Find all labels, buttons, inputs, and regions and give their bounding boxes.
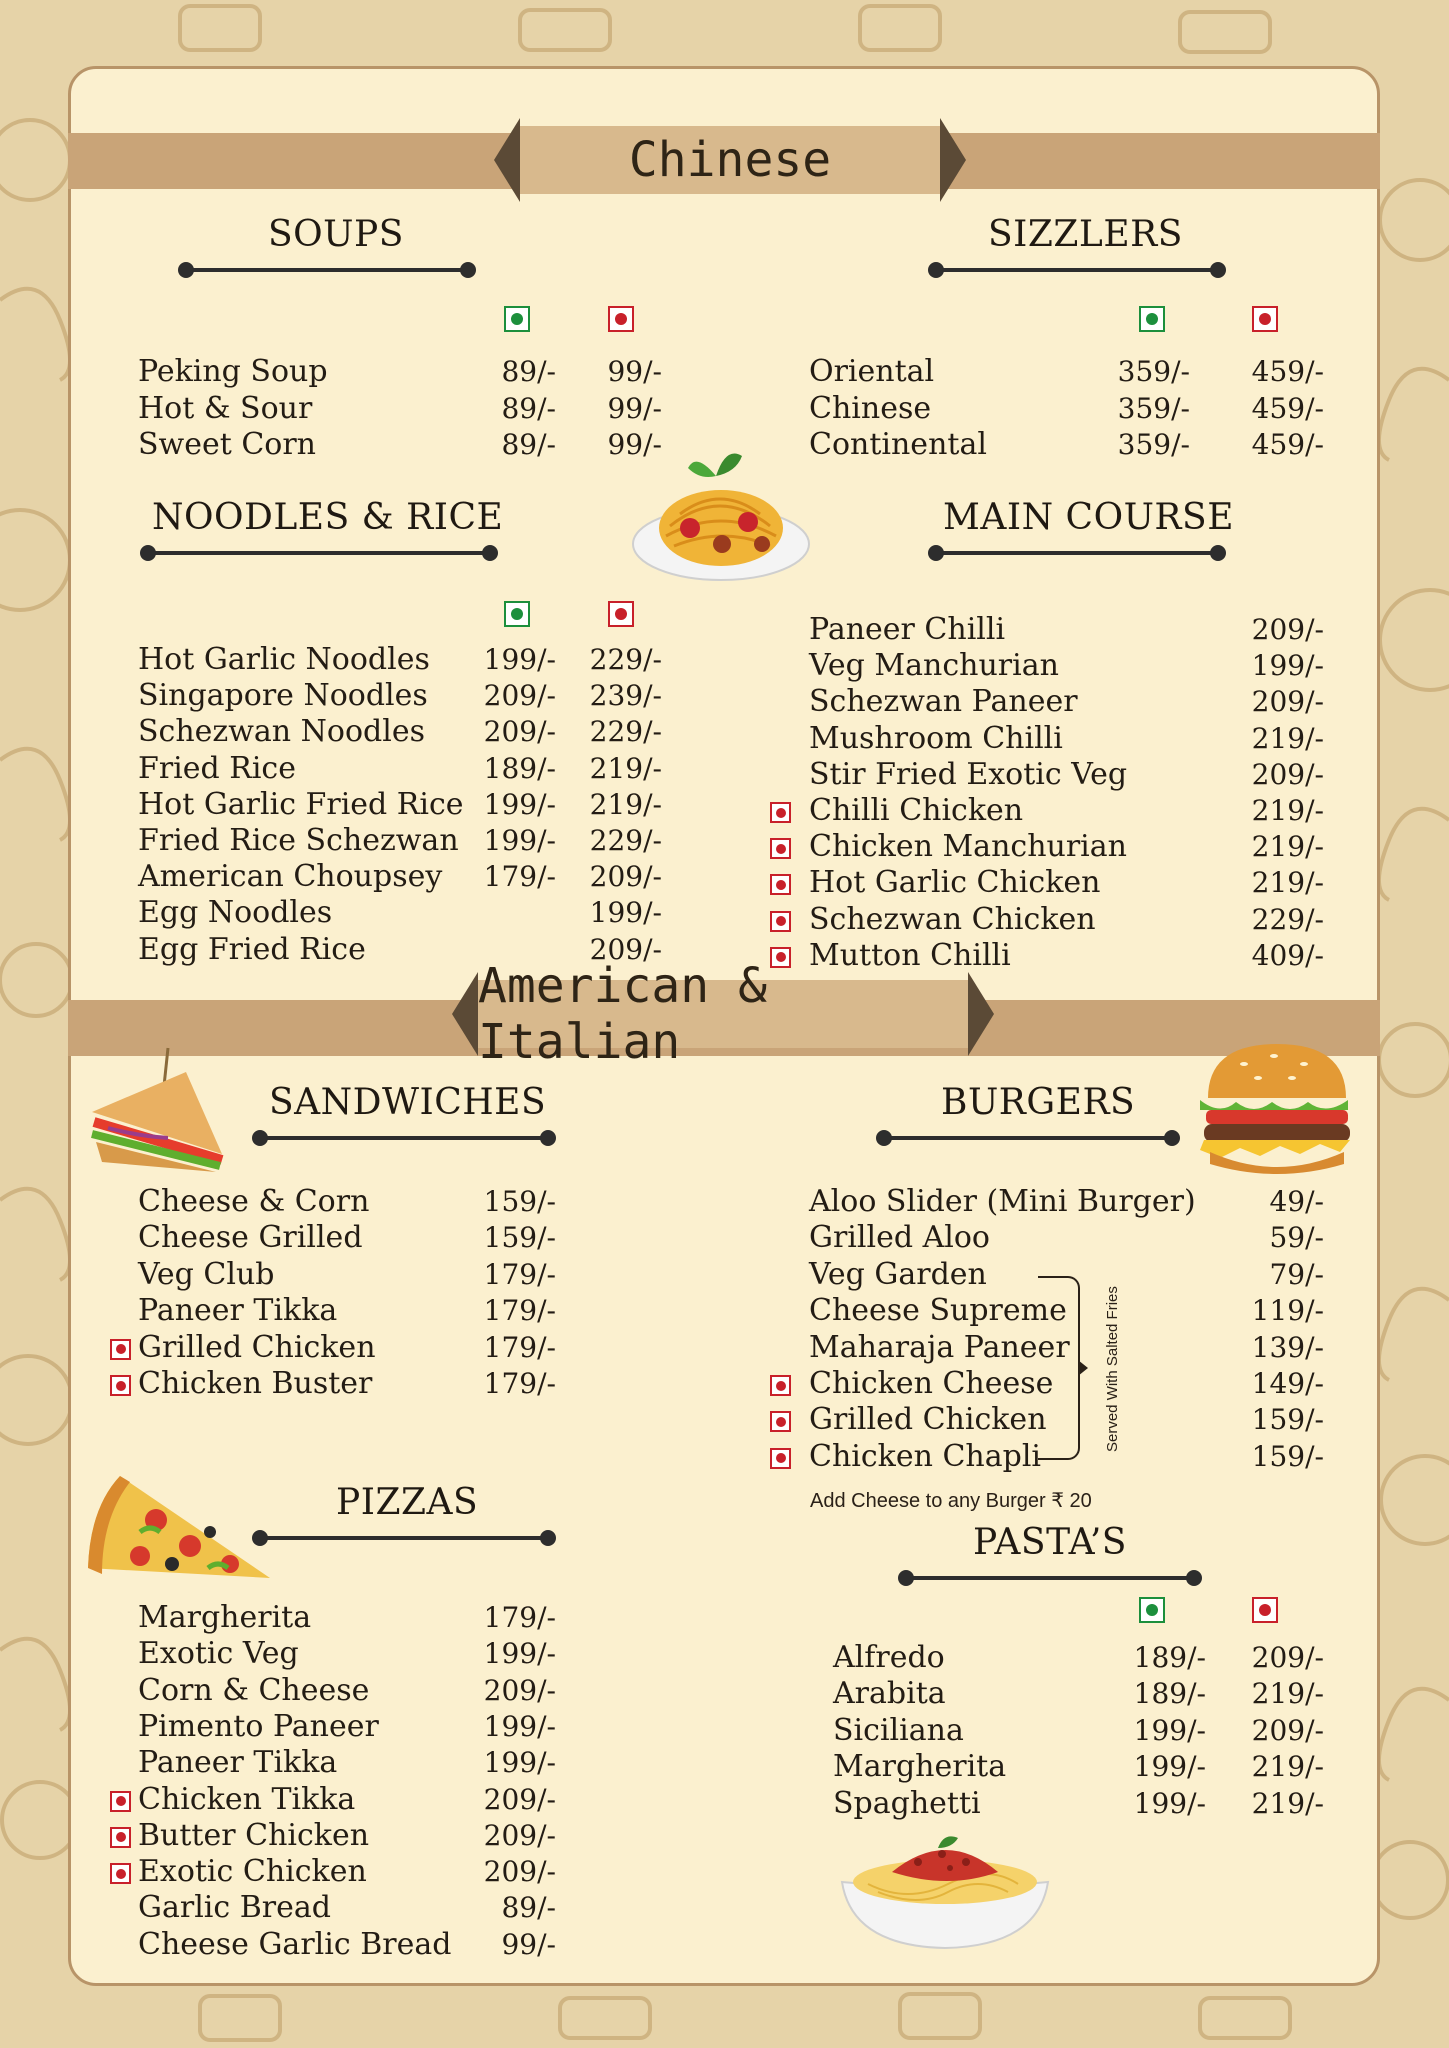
menu-item-name: Veg Garden: [809, 1256, 987, 1292]
veg-price: 209/-: [483, 715, 556, 749]
nonveg-mark-icon: [608, 601, 634, 627]
nonveg-mark-icon: [1252, 306, 1278, 332]
nonveg-price: 209/-: [1251, 1713, 1324, 1747]
menu-item-price: 209/-: [483, 1673, 556, 1707]
menu-item-price: 89/-: [501, 1891, 556, 1925]
nonveg-mark-icon: [770, 802, 791, 823]
spaghetti-plate-icon: [630, 436, 812, 586]
burger-icon: [1194, 1040, 1360, 1178]
menu-item-name: Chicken Cheese: [809, 1366, 1054, 1401]
burgers-title: BURGERS: [941, 1082, 1136, 1123]
nonveg-price: 459/-: [1251, 355, 1324, 388]
nonveg-mark-icon: [110, 1375, 131, 1396]
menu-item-price: 59/-: [1269, 1221, 1324, 1255]
menu-item-price: 219/-: [1251, 721, 1324, 755]
nonveg-price: 199/-: [589, 896, 662, 930]
menu-item-name: Oriental: [809, 354, 935, 389]
veg-price: 199/-: [483, 787, 556, 821]
veg-mark-icon: [1139, 306, 1165, 332]
veg-price: 209/-: [483, 679, 556, 713]
veg-price: 179/-: [483, 860, 556, 894]
menu-item-name: Veg Manchurian: [809, 648, 1059, 684]
menu-item-price: 139/-: [1251, 1330, 1324, 1364]
menu-item-name: Grilled Aloo: [809, 1220, 990, 1256]
nonveg-price: 239/-: [589, 679, 662, 713]
menu-item-name: Paneer Chilli: [809, 612, 1006, 647]
menu-item-name: Stir Fried Exotic Veg: [809, 756, 1128, 792]
pizza-slice-icon: [80, 1468, 276, 1586]
menu-item-price: 199/-: [483, 1746, 556, 1780]
nonveg-price: 219/-: [1251, 1750, 1324, 1784]
menu-item-price: 179/-: [483, 1601, 556, 1634]
noodles-rice-title: NOODLES & RICE: [152, 497, 504, 538]
nonveg-price: 229/-: [589, 643, 662, 676]
menu-item-name: Cheese Grilled: [138, 1220, 363, 1256]
menu-item-name: Egg Noodles: [138, 895, 333, 931]
nonveg-mark-icon: [110, 1827, 131, 1848]
menu-item-name: Schezwan Paneer: [809, 684, 1078, 720]
soups-underline: [182, 268, 472, 272]
menu-item-name: Hot & Sour: [138, 390, 313, 426]
menu-item-name: Mutton Chilli: [809, 937, 1011, 973]
menu-item-price: 199/-: [483, 1709, 556, 1743]
main-course-title: MAIN COURSE: [943, 497, 1234, 538]
burgers-underline: [880, 1136, 1176, 1140]
menu-item-name: Pimento Paneer: [138, 1708, 379, 1744]
menu-item-name: Paneer Tikka: [138, 1293, 338, 1329]
veg-price: 199/-: [483, 643, 556, 676]
cheese-note: Add Cheese to any Burger ₹ 20: [810, 1490, 1092, 1512]
menu-item-name: Egg Fried Rice: [138, 931, 366, 967]
soups-title: SOUPS: [268, 214, 404, 255]
noodles-rice-underline: [144, 551, 494, 555]
menu-item-price: 159/-: [483, 1221, 556, 1255]
menu-item-price: 209/-: [1251, 613, 1324, 646]
menu-item-name: Schezwan Chicken: [809, 901, 1096, 937]
nonveg-price: 99/-: [607, 355, 662, 388]
menu-item-name: Chilli Chicken: [809, 793, 1024, 828]
menu-item-price: 229/-: [1251, 902, 1324, 936]
menu-item-name: Alfredo: [833, 1640, 945, 1675]
nonveg-mark-icon: [770, 1448, 791, 1469]
nonveg-price: 99/-: [607, 391, 662, 425]
veg-price: 89/-: [501, 355, 556, 388]
menu-item-price: 409/-: [1251, 938, 1324, 972]
menu-item-name: Garlic Bread: [138, 1890, 331, 1926]
sandwiches-underline: [256, 1136, 552, 1140]
nonveg-mark-icon: [110, 1339, 131, 1360]
nonveg-mark-icon: [770, 1411, 791, 1432]
chinese-section-title: Chinese: [520, 126, 940, 194]
pasta-bowl-icon: [838, 1832, 1052, 1950]
menu-item-price: 209/-: [1251, 685, 1324, 719]
fries-note: Served With Salted Fries: [1104, 1286, 1121, 1452]
pizzas-title: PIZZAS: [336, 1482, 479, 1523]
menu-item-price: 149/-: [1251, 1367, 1324, 1400]
menu-item-name: Paneer Tikka: [138, 1745, 338, 1781]
nonveg-price: 459/-: [1251, 391, 1324, 425]
menu-item-name: Cheese Supreme: [809, 1293, 1067, 1329]
nonveg-mark-icon: [770, 838, 791, 859]
veg-mark-icon: [504, 306, 530, 332]
nonveg-mark-icon: [770, 911, 791, 932]
menu-item-price: 99/-: [501, 1927, 556, 1961]
menu-item-name: Butter Chicken: [138, 1817, 370, 1853]
menu-item-name: Peking Soup: [138, 354, 328, 389]
menu-item-name: Exotic Veg: [138, 1636, 299, 1672]
menu-item-name: Siciliana: [833, 1712, 964, 1748]
menu-item-price: 179/-: [483, 1294, 556, 1328]
menu-item-name: Veg Club: [138, 1256, 275, 1292]
veg-mark-icon: [1139, 1597, 1165, 1623]
pastas-title: PASTA’S: [973, 1522, 1127, 1563]
menu-item-name: Spaghetti: [833, 1785, 981, 1821]
nonveg-price: 219/-: [589, 787, 662, 821]
veg-price: 189/-: [1133, 1677, 1206, 1711]
sandwich-icon: [82, 1042, 232, 1176]
menu-item-price: 159/-: [483, 1185, 556, 1218]
menu-item-name: Fried Rice Schezwan: [138, 823, 459, 858]
menu-item-price: 199/-: [1251, 649, 1324, 683]
sandwiches-title: SANDWICHES: [269, 1082, 547, 1123]
nonveg-price: 209/-: [589, 932, 662, 966]
nonveg-price: 209/-: [589, 860, 662, 894]
nonveg-price: 209/-: [1251, 1641, 1324, 1674]
menu-item-name: Maharaja Paneer: [809, 1329, 1070, 1365]
menu-item-name: Chicken Tikka: [138, 1781, 356, 1817]
menu-item-price: 209/-: [483, 1782, 556, 1816]
menu-item-price: 159/-: [1251, 1403, 1324, 1437]
nonveg-price: 459/-: [1251, 428, 1324, 461]
menu-item-name: American Choupsey: [138, 859, 443, 895]
menu-item-name: Chicken Buster: [138, 1366, 373, 1401]
menu-item-name: Hot Garlic Noodles: [138, 642, 430, 677]
pastas-underline: [902, 1576, 1198, 1580]
veg-price: 359/-: [1117, 428, 1190, 461]
menu-item-name: Cheese Garlic Bread: [138, 1926, 452, 1962]
nonveg-price: 219/-: [589, 751, 662, 785]
sizzlers-title: SIZZLERS: [988, 214, 1183, 255]
menu-item-price: 179/-: [483, 1330, 556, 1364]
bracket-arrow-icon: [1078, 1360, 1088, 1376]
menu-item-price: 159/-: [1251, 1439, 1324, 1473]
nonveg-mark-icon: [770, 947, 791, 968]
menu-item-name: Continental: [809, 427, 987, 462]
nonveg-mark-icon: [110, 1791, 131, 1812]
veg-price: 189/-: [1133, 1641, 1206, 1674]
nonveg-price: 229/-: [589, 715, 662, 749]
menu-item-name: Chicken Chapli: [809, 1438, 1042, 1474]
menu-item-price: 209/-: [483, 1855, 556, 1889]
menu-item-name: Exotic Chicken: [138, 1854, 367, 1890]
menu-item-price: 219/-: [1251, 794, 1324, 827]
fries-bracket: [1038, 1276, 1080, 1460]
menu-item-price: 179/-: [483, 1367, 556, 1400]
veg-price: 199/-: [1133, 1750, 1206, 1784]
nonveg-price: 229/-: [589, 824, 662, 857]
main-course-underline: [932, 551, 1222, 555]
menu-item-price: 219/-: [1251, 830, 1324, 864]
menu-item-name: Singapore Noodles: [138, 678, 428, 714]
menu-item-price: 209/-: [483, 1818, 556, 1852]
menu-item-name: Fried Rice: [138, 750, 296, 786]
menu-item-price: 49/-: [1269, 1185, 1324, 1218]
sizzlers-underline: [932, 268, 1222, 272]
veg-price: 199/-: [1133, 1786, 1206, 1820]
menu-item-name: Margherita: [138, 1600, 312, 1635]
menu-item-name: Hot Garlic Fried Rice: [138, 786, 464, 822]
menu-item-name: Schezwan Noodles: [138, 714, 425, 750]
menu-item-price: 179/-: [483, 1257, 556, 1291]
nonveg-mark-icon: [608, 306, 634, 332]
nonveg-price: 219/-: [1251, 1786, 1324, 1820]
menu-item-price: 79/-: [1269, 1257, 1324, 1291]
menu-item-name: Hot Garlic Chicken: [809, 865, 1101, 901]
veg-price: 199/-: [483, 824, 556, 857]
nonveg-price: 219/-: [1251, 1677, 1324, 1711]
menu-item-name: Chinese: [809, 390, 932, 426]
nonveg-price: 99/-: [607, 428, 662, 461]
menu-item-price: 119/-: [1251, 1294, 1324, 1328]
american-italian-section-title: American & Italian: [478, 980, 968, 1048]
veg-mark-icon: [504, 601, 530, 627]
menu-item-name: Cheese & Corn: [138, 1184, 370, 1219]
menu-item-name: Chicken Manchurian: [809, 829, 1127, 865]
veg-price: 89/-: [501, 391, 556, 425]
nonveg-mark-icon: [770, 1375, 791, 1396]
menu-item-name: Margherita: [833, 1749, 1007, 1785]
menu-item-name: Grilled Chicken: [809, 1402, 1047, 1438]
veg-price: 189/-: [483, 751, 556, 785]
menu-item-price: 219/-: [1251, 866, 1324, 900]
menu-item-price: 209/-: [1251, 757, 1324, 791]
nonveg-mark-icon: [770, 874, 791, 895]
menu-item-name: Mushroom Chilli: [809, 720, 1063, 756]
nonveg-mark-icon: [1252, 1597, 1278, 1623]
veg-price: 359/-: [1117, 391, 1190, 425]
nonveg-mark-icon: [110, 1863, 131, 1884]
menu-item-name: Corn & Cheese: [138, 1672, 370, 1708]
veg-price: 199/-: [1133, 1713, 1206, 1747]
veg-price: 89/-: [501, 428, 556, 461]
menu-item-price: 199/-: [483, 1637, 556, 1671]
pizzas-underline: [256, 1536, 552, 1540]
menu-item-name: Grilled Chicken: [138, 1329, 376, 1365]
veg-price: 359/-: [1117, 355, 1190, 388]
menu-item-name: Aloo Slider (Mini Burger): [809, 1184, 1196, 1219]
menu-item-name: Sweet Corn: [138, 427, 317, 462]
menu-item-name: Arabita: [833, 1676, 946, 1712]
